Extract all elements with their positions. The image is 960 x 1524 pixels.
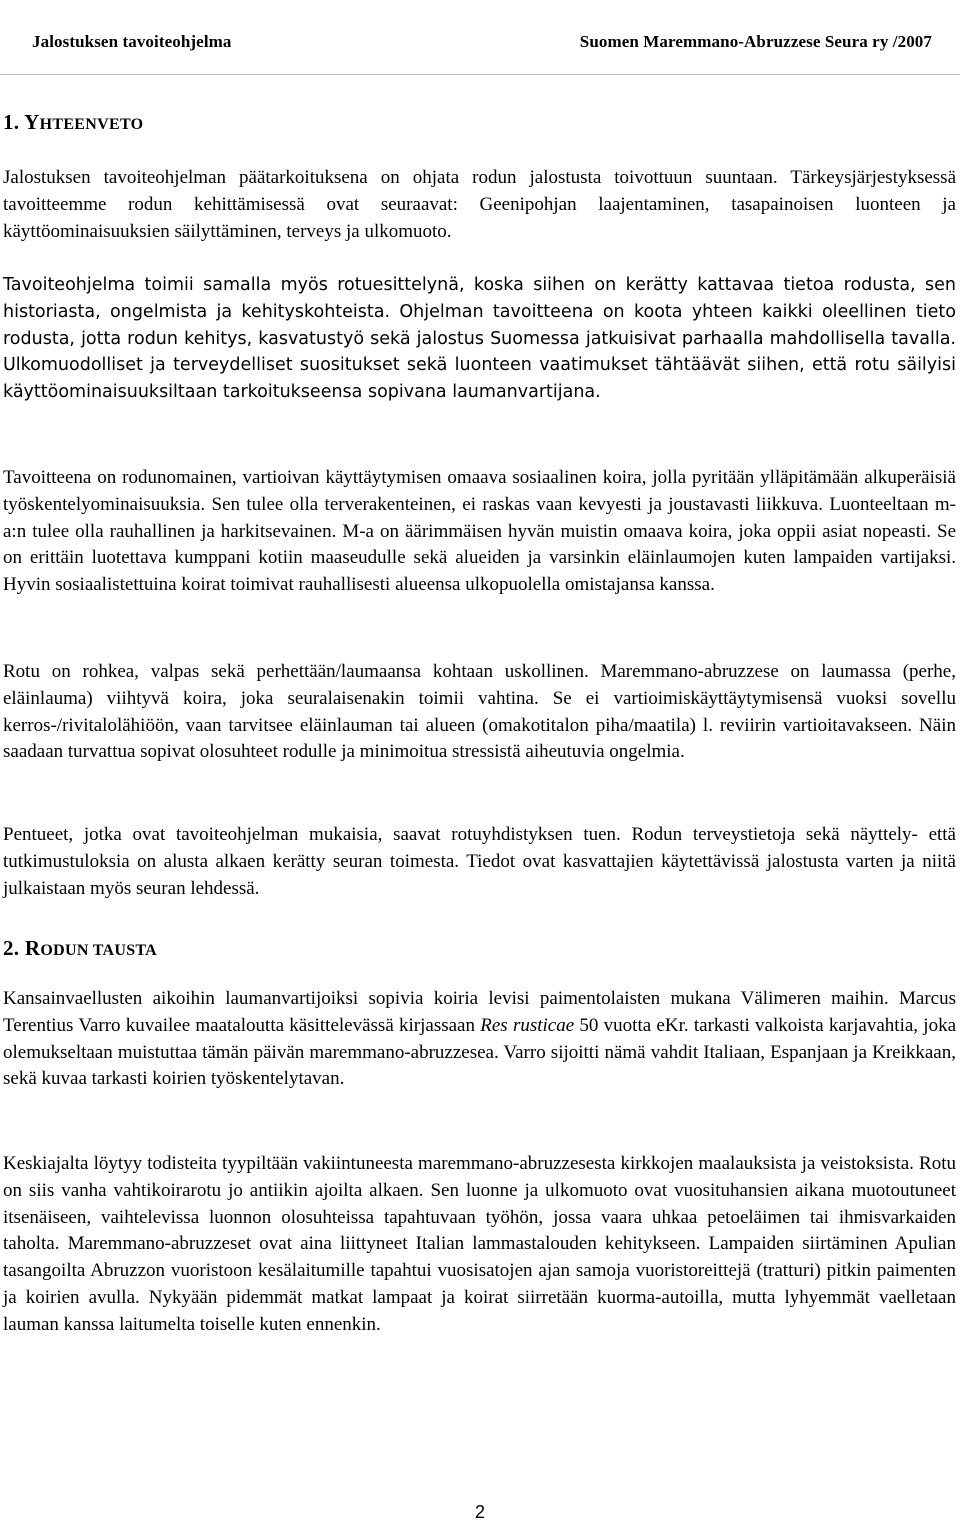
paragraph-purpose: Jalostuksen tavoiteohjelman päätarkoituksena on ohjata rodun jalostusta toivottuun suuntaan. Tärkeysjärjestyksessä tavoitteemme rodun kehittämisessä ovat seuraavat: Geenipohjan laajentaminen, tasapainoisen luonteen ja käyttöominaisuuksien säilyttäminen, terveys ja ulkomuoto. [3, 167, 956, 242]
paragraph-middle-ages: Keskiajalta löytyy todisteita tyypiltään vakiintuneesta maremmano-abruzzesesta kirkkojen maalauksista ja veistoksista. Rotu on siis vanha vahtikoirarotu jo antiikin ajoilta alkaen. Sen luonne ja ulkomuoto ovat vuosituhansien aikana muotoutuneet itsenäiseen, vaihtelevissa luonnon olosuhteissa tapahtuvaan työhön, jossa vaara uhkaa petoeläimen tai ihmisvarkaiden taholta. Maremmano-abruzzeset ovat aina liittyneet Italian lammastalouden kehitykseen. Lampaiden siirtäminen Apulian tasangoilta Abruzzon vuoristoon kesälaitumille tapahtui vuosisatojen ajan samoja vuoristoreittejä (tratturi) pitkin paimenten ja koirien avulla. Nykyään pidemmät matkat lampaat ja koirat siirretään kuorma-autoilla, mutta lyhyemmät vaelletaan lauman kanssa laitumelta toiselle kuten ennenkin. [3, 1153, 956, 1335]
page-number: 2 [474, 1502, 485, 1522]
paragraph-goal: Tavoitteena on rodunomainen, vartioivan käyttäytymisen omaava sosiaalinen koira, jolla pyritään ylläpitämään alkuperäisiä työskentelyominaisuuksia. Sen tulee olla terverakenteinen, ei raskas vaan kevyesti ja joustavasti liikkuva. Luonteeltaan m-a:n tulee olla rauhallinen ja harkitsevainen. M-a on äärimmäisen hyvän muistin omaava koira, joka oppii asiat nopeasti. Se on erittäin luotettava kumppani kotiin maaseudulle sekä alueiden ja varsinkin eläinlaumojen kuten lampaiden vartijaksi. Hyvin sosiaalistettuina koirat toimivat rauhallisesti alueensa ulkopuolella omistajansa kanssa. [3, 467, 956, 596]
header-organization: Suomen Maremmano-Abruzzese Seura ry /2007 [579, 32, 932, 51]
history-text-start: Kansainvaellusten aikoihin laumanvartijoiksi sopivia koiria levisi paimentolaisten mukana Välimeren maihin. Marcus Terentius Varro kuvailee maataloutta käsittelevässä kirjassaan [3, 988, 956, 1036]
section-2-title-rest: ODUN TAUSTA [40, 942, 158, 959]
paragraph-history [3, 986, 956, 1093]
section-1-title-rest: HTEENVETO [39, 116, 144, 133]
section-2-number: 2. [3, 936, 20, 960]
section-1-number: 1. [3, 110, 20, 134]
paragraph-litters: Pentueet, jotka ovat tavoiteohjelman mukaisia, saavat rotuyhdistyksen tuen. Rodun terveystietoja sekä näyttely- että tutkimustuloksia on alusta alkaen kerätty seuran toimesta. Tiedot ovat kasvattajien käytettävissä jalostusta varten ja niitä julkaistaan myös seuran lehdessä. [3, 824, 956, 899]
section-1-heading [3, 110, 143, 135]
section-1-title-initial: Y [24, 110, 40, 134]
paragraph-overview: Tavoiteohjelma toimii samalla myös rotuesittelynä, koska siihen on kerätty kattavaa tietoa rodusta, sen historiasta, ongelmista ja kehityskohteista. Ohjelman tavoitteena on koota yhteen kaikki oleellinen tieto rodusta, jotta rodun kehitys, kasvatustyö sekä jalostus Suomessa jatkuisivat parhaalla mahdollisella tavalla. Ulkomuodolliset ja terveydelliset suositukset sekä luonteen vaatimukset tähtäävät siihen, että rotu säilyisi käyttöominaisuuksiltaan tarkoitukseensa sopivana laumanvartijana. [3, 275, 956, 403]
history-text-end: 50 vuotta eKr. tarkasti valkoista karjavahtia, joka olemukseltaan muistuttaa tämän päivän maremmano-abruzzesea. Varro sijoitti nämä vahdit Italiaan, Espanjaan ja Kreikkaan, sekä kuvaa tarkasti koirien työskentelytavan. [3, 1014, 956, 1090]
header-document-title: Jalostuksen tavoiteohjelma [32, 32, 232, 51]
section-2-title-initial: R [24, 936, 41, 960]
book-title: Res rusticae [480, 1014, 575, 1036]
page-header [32, 32, 932, 52]
paragraph-temperament: Rotu on rohkea, valpas sekä perhettään/laumaansa kohtaan uskollinen. Maremmano-abruzzese on laumassa (perhe, eläinlauma) viihtyvä koira, joka seuralaisenakin toimii vahtina. Se ei vartioimiskäyttäytymisensä vuoksi sovellu kerros-/rivitalolähiöön, vaan tarvitsee eläinlauman tai alueen (omakotitalon piha/maatila) l. reviirin vartioitavakseen. Näin saadaan turvattua sopivat olosuhteet rodulle ja minimoitua stressistä aiheutuvia ongelmia. [3, 661, 956, 763]
section-2-heading [3, 936, 157, 961]
header-divider [0, 74, 960, 75]
